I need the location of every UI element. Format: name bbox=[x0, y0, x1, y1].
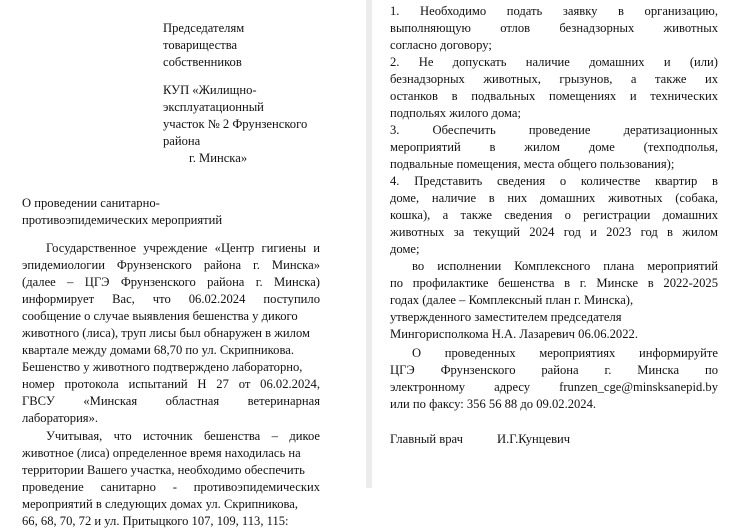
addressee-line: собственников bbox=[163, 55, 242, 69]
body-line: информирует Вас, что 06.02.2024 поступило bbox=[22, 292, 320, 306]
body-line: номер протокола испытаний Н 27 от 06.02.2024, bbox=[22, 377, 320, 391]
body-line: утвержденного заместителем председателя bbox=[390, 310, 622, 324]
signature-title: Главный врач bbox=[390, 432, 463, 446]
body-line: Учитывая, что источник бешенства – дикое bbox=[46, 429, 320, 443]
body-line: 1. Необходимо подать заявку в организацию, bbox=[390, 4, 718, 18]
body-line: по профилактике бешенства в г. Минске в 2022-2025 bbox=[390, 276, 718, 290]
right-document-page bbox=[372, 0, 732, 488]
addressee-line: Председателям bbox=[163, 21, 245, 35]
body-line: О проведенных мероприятиях информируйте bbox=[412, 346, 718, 360]
addressee-line: г. Минска» bbox=[189, 151, 248, 165]
body-line: Мингорисполкома Н.А. Лазаревич 06.06.2022. bbox=[390, 327, 638, 341]
body-line: ГВСУ «Минская областная ветеринарная bbox=[22, 394, 320, 408]
addressee-line: эксплуатационный bbox=[163, 100, 264, 114]
body-line: выполняющую отлов безнадзорных животных bbox=[390, 21, 718, 35]
body-line: (далее – ЦГЭ Фрунзенского района г. Минска) bbox=[22, 275, 320, 289]
body-line: мероприятий в жилом доме (техподполья, bbox=[390, 140, 718, 154]
body-line: во исполнении Комплексного плана мероприятий bbox=[412, 259, 718, 273]
body-line: кошка), а также сведения о регистрации домашних bbox=[390, 208, 718, 222]
body-line: 4. Представить сведения о количестве квартир в bbox=[390, 174, 718, 188]
body-line: территории Вашего участка, необходимо обеспечить bbox=[22, 463, 305, 477]
addressee-line: товарищества bbox=[163, 38, 238, 52]
left-document-page bbox=[0, 0, 366, 528]
body-line: проведение санитарно - противоэпидемических bbox=[22, 480, 320, 494]
body-line: лаборатория». bbox=[22, 411, 99, 425]
body-line: квартале между домами 68,70 по ул. Скрипникова. bbox=[22, 343, 294, 357]
body-line: мероприятий в следующих домах ул. Скрипникова, bbox=[22, 497, 299, 511]
body-line: останков в подвальных помещениях и технических bbox=[390, 89, 718, 103]
body-line: согласно договору; bbox=[390, 38, 492, 52]
body-line: подвальные помещения, места общего пользования); bbox=[390, 157, 675, 171]
subject-line: противоэпидемических мероприятий bbox=[22, 213, 223, 227]
body-line: Государственное учреждение «Центр гигиены и bbox=[46, 241, 320, 255]
body-line: 3. Обеспечить проведение дератизационных bbox=[390, 123, 718, 137]
signature-name: И.Г.Кунцевич bbox=[497, 432, 571, 446]
body-line: ЦГЭ Фрунзенского района г. Минска по bbox=[390, 363, 718, 377]
addressee-line: КУП «Жилищно- bbox=[163, 83, 257, 97]
addressee-line: участок № 2 Фрунзенского bbox=[163, 117, 308, 131]
body-line: животное (лиса) определенное время находилась на bbox=[22, 446, 301, 460]
body-line: доме, наличие в них домашних животных (собака, bbox=[390, 191, 718, 205]
body-line: 2. Не допускать наличие домашних и (или) bbox=[390, 55, 718, 69]
body-line: электронному адресу frunzen_cge@minsksanepid.by bbox=[390, 380, 718, 394]
subject-line: О проведении санитарно- bbox=[22, 196, 160, 210]
addressee-line: района bbox=[163, 134, 201, 148]
body-line: Бешенство у животного подтверждено лабораторно, bbox=[22, 360, 303, 374]
body-line: сообщение о случае выявления бешенства у дикого bbox=[22, 309, 298, 323]
body-line: 66, 68, 70, 72 и ул. Притыцкого 107, 109, 113, 115: bbox=[22, 514, 289, 528]
body-line: эпидемиологии Фрунзенского района г. Минска» bbox=[22, 258, 320, 272]
body-line: безнадзорных животных, грызунов, а также их bbox=[390, 72, 718, 86]
body-line: годах (далее – Комплексный план г. Минска), bbox=[390, 293, 634, 307]
body-line: животного (лиса), труп лисы был обнаружен в жилом bbox=[22, 326, 310, 340]
body-line: подпольях жилого дома; bbox=[390, 106, 521, 120]
body-line: или по факсу: 356 56 88 до 09.02.2024. bbox=[390, 397, 597, 411]
body-line: животных за текущий 2024 год и 2023 год в жилом bbox=[390, 225, 718, 239]
body-line: доме; bbox=[390, 242, 420, 256]
